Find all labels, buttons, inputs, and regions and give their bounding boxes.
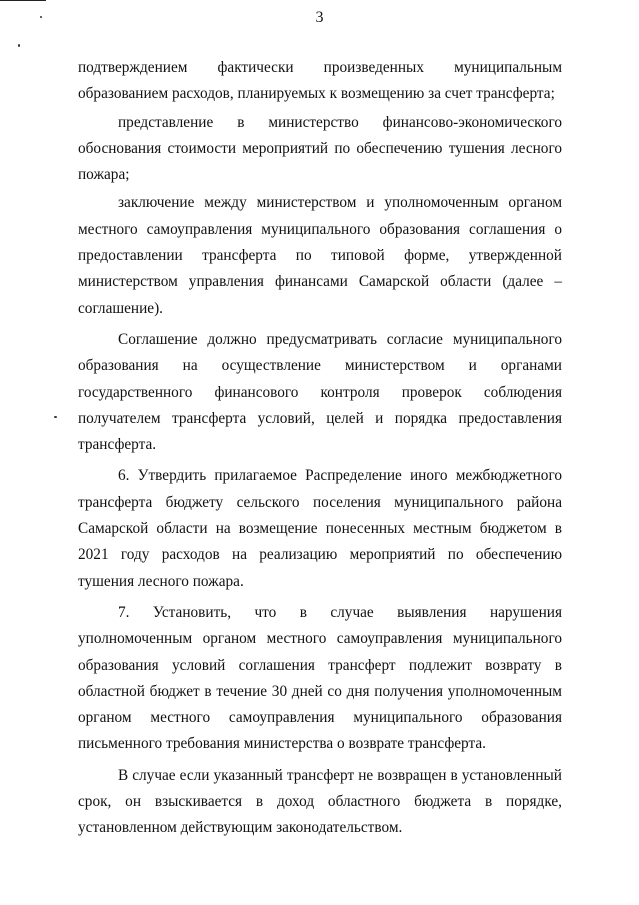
- paragraph: 6. Утвердить прилагаемое Распределение иного межбюджетного трансферта бюджету сельского поселения муниципального района Самарской области на возмещение понесенных местным бюджетом в 2021 году расходов на реализацию мероприятий по обеспечению тушения лесного пожара.: [78, 467, 562, 590]
- scan-speck: [18, 44, 20, 47]
- scan-corner-mark: [0, 0, 46, 7]
- paragraph: подтверждением фактически произведенных муниципальным образованием расходов, планируемых к возмещению за счет трансферта;: [78, 59, 562, 103]
- scan-speck: [54, 416, 57, 418]
- paragraph: Соглашение должно предусматривать согласие муниципального образования на осуществление министерством и органами государственного финансового контроля проверок соблюдения получателем трансферта условий, целей и порядка предоставления трансферта.: [78, 330, 562, 454]
- page-number: 3: [315, 9, 324, 26]
- paragraph: 7. Установить, что в случае выявления нарушения уполномоченным органом местного самоуправления муниципального образования условий соглашения трансферт подлежит возврату в областной бюджет в течение 30 дней со дня получения уполномоченным органом местного самоуправления муниципального образования письменного требования министерства о возврате трансферта.: [78, 603, 562, 753]
- paragraph: представление в министерство финансово-экономического обоснования стоимости мероприятий по обеспечению тушения лесного пожара;: [78, 113, 562, 184]
- paragraph: заключение между министерством и уполномоченным органом местного самоуправления муниципального образования соглашения о предоставлении трансферта по типовой форме, утвержденной министерством управления финансами Самарской области (далее – соглашение).: [78, 194, 562, 317]
- paragraph: В случае если указанный трансферт не возвращен в установленный срок, он взыскивается в доход областного бюджета в порядке, установленном действующим законодательством.: [78, 766, 562, 837]
- document-body: [78, 55, 562, 842]
